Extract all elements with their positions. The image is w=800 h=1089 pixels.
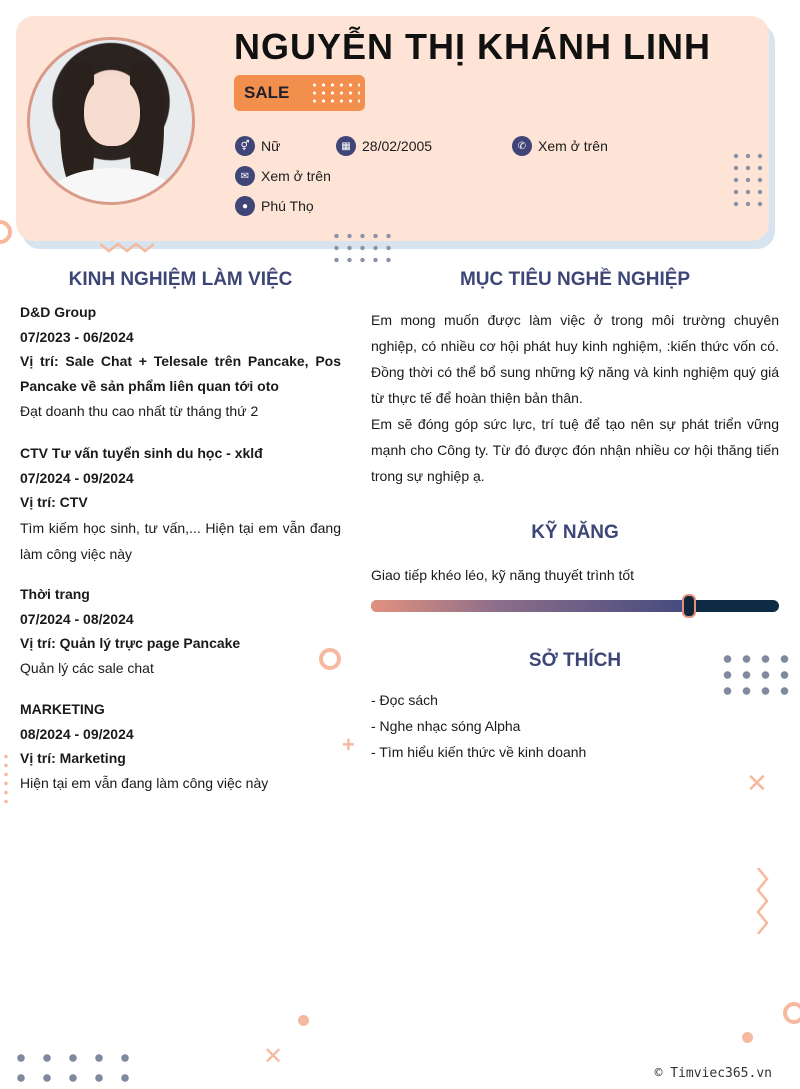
role-badge (234, 75, 365, 111)
circle-decoration (0, 220, 12, 244)
description: Đạt doanh thu cao nhất từ tháng thứ 2 (20, 403, 259, 419)
company: Thời trang (20, 586, 90, 602)
period: 08/2024 - 09/2024 (20, 725, 134, 742)
dots-decoration (8, 1048, 136, 1088)
experience-item (20, 441, 341, 567)
experience-item (20, 300, 341, 424)
experience-title: KINH NGHIỆM LÀM VIỆC (68, 269, 293, 290)
experience-item (20, 697, 341, 795)
circle-decoration (783, 1002, 800, 1024)
dot-decoration (742, 1032, 753, 1043)
hobbies-title: SỞ THÍCH (528, 650, 622, 671)
candidate-name: NGUYỄN THỊ KHÁNH LINH (234, 26, 711, 67)
location-icon: ● (235, 196, 255, 216)
period: 07/2024 - 08/2024 (20, 610, 134, 627)
cross-decoration: ✕ (263, 1043, 284, 1070)
hobby-item: - Tìm hiểu kiến thức về kinh doanh (371, 744, 587, 760)
skills-title: KỸ NĂNG (531, 522, 619, 543)
phone-info (512, 136, 608, 156)
skill-fill (371, 600, 689, 612)
gender-info (235, 136, 280, 156)
description: Tìm kiếm học sinh, tư vấn,... Hiện tại em vẫn đang làm công việc này (20, 519, 341, 562)
watermark: © Timviec365.vn (654, 1066, 772, 1081)
email-value: Xem ở trên (261, 168, 331, 184)
company: CTV Tư vấn tuyển sinh du học - xklđ (20, 445, 263, 461)
period: 07/2024 - 09/2024 (20, 469, 134, 486)
dots-decoration (2, 752, 12, 804)
position: Vị trí: Quản lý trực page Pancake (20, 635, 241, 651)
hobby-item: - Nghe nhạc sóng Alpha (371, 718, 521, 734)
address-value: Phú Thọ (261, 198, 314, 214)
objective-paragraph-1: Em mong muốn được làm việc ở trong môi trường chuyên nghiệp, có nhiều cơ hội phát huy kinh nghiệm, :kiến thức vốn có. Đồng thời có thể bổ sung những kỹ năng và kinh nghiệm quý giá từ thực tế để hoàn thiện bản thân. (371, 312, 779, 406)
position: Vị trí: Sale Chat + Telesale trên Pancake, Pos Pancake về sản phẩm liên quan tới oto (20, 353, 341, 394)
company: MARKETING (20, 701, 105, 717)
objective-paragraph-2: Em sẽ đóng góp sức lực, trí tuệ để tạo nên sự phát triển vững mạnh cho Công ty. Từ đó được đón nhận nhiều cơ hội thăng tiến trong sự nghiệp ạ. (371, 416, 779, 484)
skill-handle (682, 594, 696, 618)
hobby-item: - Đọc sách (371, 692, 438, 708)
cross-decoration: ✕ (746, 768, 768, 798)
zigzag-decoration (100, 242, 154, 254)
plus-decoration: + (342, 732, 355, 757)
mail-icon: ✉ (235, 166, 255, 186)
calendar-icon: ▦ (336, 136, 356, 156)
description: Quản lý các sale chat (20, 659, 154, 676)
zigzag-decoration (754, 868, 770, 934)
email-info (235, 166, 331, 186)
address-info (235, 196, 314, 216)
birthdate-value: 28/02/2005 (362, 138, 433, 154)
phone-value: Xem ở trên (538, 138, 608, 154)
position: Vị trí: Marketing (20, 750, 126, 766)
position: Vị trí: CTV (20, 494, 88, 510)
experience-item (20, 582, 341, 680)
skill-name: Giao tiếp khéo léo, kỹ năng thuyết trình tốt (371, 567, 635, 583)
role-label: SALE (244, 83, 290, 102)
gender-value: Nữ (261, 138, 281, 154)
dots-decoration (730, 150, 766, 210)
avatar (27, 37, 195, 205)
description: Hiện tại em vẫn đang làm công việc này (20, 774, 269, 791)
company: D&D Group (20, 304, 97, 320)
birthdate-info (336, 136, 432, 156)
period: 07/2023 - 06/2024 (20, 328, 134, 345)
gender-icon: ⚥ (235, 136, 255, 156)
objective-title: MỤC TIÊU NGHỀ NGHIỆP (459, 269, 691, 290)
phone-icon: ✆ (512, 136, 532, 156)
dots-decoration (310, 81, 360, 105)
dots-decoration (330, 230, 396, 264)
dot-decoration (298, 1015, 309, 1026)
skill-bar (371, 600, 779, 612)
